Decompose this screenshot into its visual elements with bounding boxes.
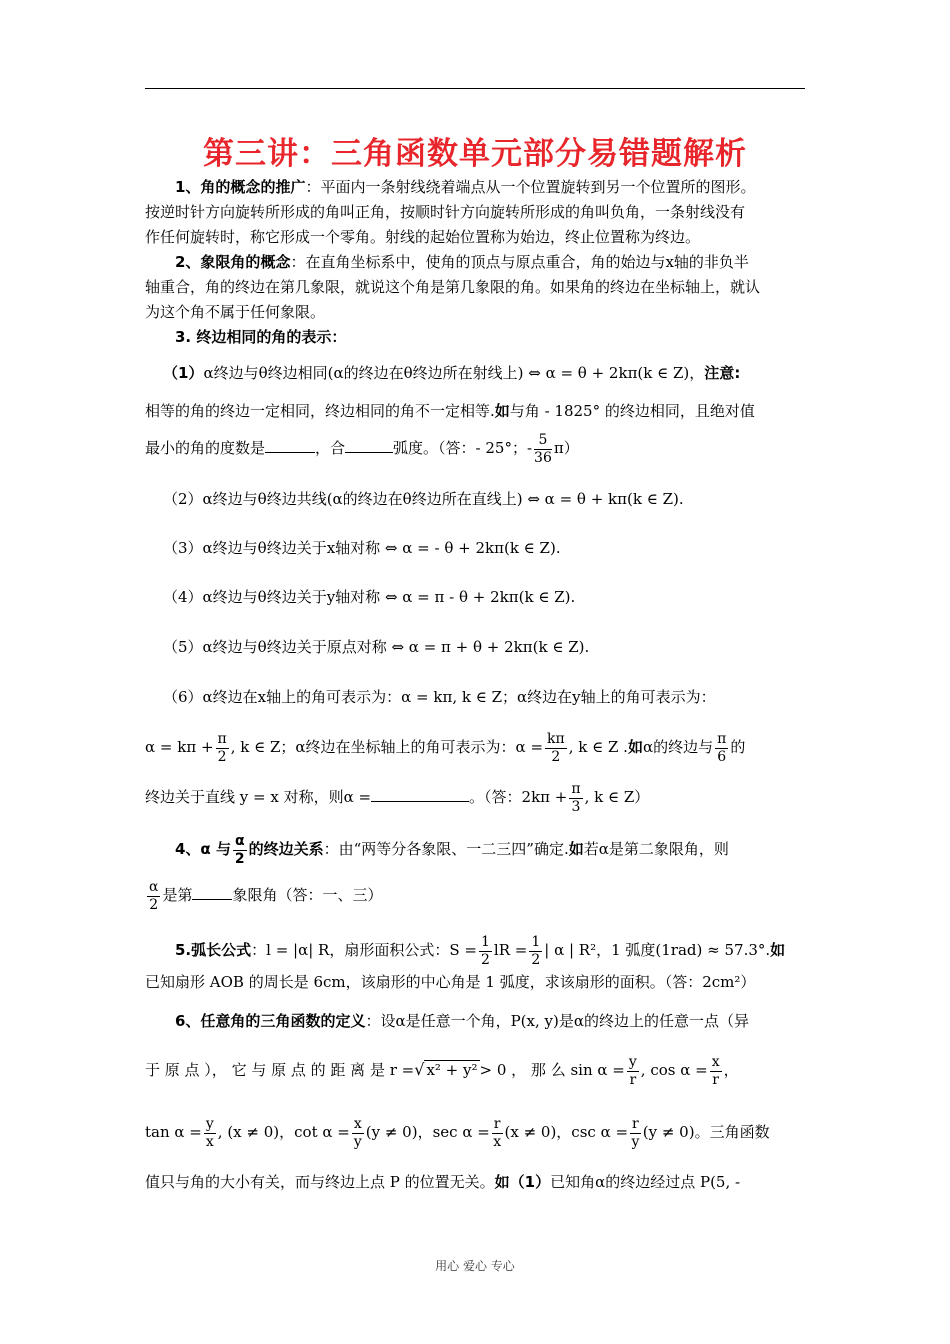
s6-text4b: 已知角α的终边经过点 P(5, - [550, 1173, 741, 1191]
s6-line2: 于 原 点 ）， 它 与 原 点 的 距 离 是 r =√ x² + y² > 0 ， 那 么 sin α = $\frac{y}{r}$ , cos α = $\frac{x}{r}$ ， [145, 1053, 739, 1088]
s1-line1 [145, 177, 807, 197]
s4-line1 [145, 829, 807, 869]
s5-line1 [145, 930, 807, 970]
s1-line3: 作任何旋转时，称它形成一个零角。射线的起始位置称为始边，终止位置称为终边。 [145, 228, 701, 246]
s3-p6b-text1: α = kπ + [145, 738, 214, 756]
s5-text2: lR = [493, 941, 528, 959]
s4-text1: ：由“两等分各象限、一二三四”确定. [323, 840, 569, 858]
s6-text2d: ， [723, 1061, 739, 1079]
s3-p6b-text5: 的 [730, 738, 746, 756]
answer-blank-degrees[interactable] [265, 452, 315, 453]
s3-p1-note: 注意 [704, 364, 735, 382]
s4-text2: 若α是第二象限角，则 [583, 840, 729, 858]
s3-p6b-ru: 如 [627, 738, 643, 756]
s1-label: 1、角的概念的推广 [175, 178, 306, 196]
s3-p1-colon: : [734, 364, 741, 382]
s4-text3: 是第 [162, 886, 193, 904]
s3-p1-text: α终边与θ终边相同(α的终边在θ终边所在射线上) ⇔ α = θ + 2kπ(k ∈ Z)， [203, 364, 705, 382]
s4-label2: 的终边关系 [248, 840, 324, 858]
s6-text4a: 值只与角的大小有关，而与终边上点 P 的位置无关。 [145, 1173, 495, 1191]
s4-ru: 如 [568, 840, 584, 858]
s3-p6b-text4: α的终边与 [642, 738, 714, 756]
s3-p3: （3）α终边与θ终边关于x轴对称 ⇔ α = - θ + 2kπ(k ∈ Z). [163, 539, 561, 557]
s4-text4: 象限角（答：一、三） [232, 886, 383, 904]
s3-p1b-ru: 如 [494, 402, 510, 420]
s5-text1: ：l = |α| R，扇形面积公式：S = [251, 941, 477, 959]
s5-ru: 如 [770, 941, 786, 959]
s3-p6b-text2: , k ∈ Z；α终边在坐标轴上的角可表示为：α = [230, 738, 544, 756]
fraction-1-2-b: $\frac{1}{2}$ [531, 933, 541, 968]
s3-p1b-text2: 与角 - 1825° 的终边相同，且绝对值 [509, 402, 755, 420]
s6-line4 [145, 1172, 807, 1192]
answer-blank-quadrant[interactable] [192, 899, 232, 900]
s6-text3d: (x ≠ 0)，csc α = [504, 1123, 629, 1141]
s6-ru: 如（1） [494, 1173, 551, 1191]
s2-line2: 轴重合，角的终边在第几象限，就说这个角是第几象限的角。如果角的终边在坐标轴上，就认 [145, 278, 761, 296]
fraction-5-36: $\frac{5}{36}$ [534, 431, 552, 466]
fraction-pi-3: $\frac{\pi}{3}$ [571, 780, 581, 815]
fraction-r-x: $\frac{r}{x}$ [493, 1115, 502, 1150]
fraction-1-2-a: $\frac{1}{2}$ [480, 933, 490, 968]
s3-p1b-text1: 相等的角的终边一定相同，终边相同的角不一定相等. [145, 402, 495, 420]
s3-p6c-text1: 终边关于直线 y = x 对称，则α = [145, 788, 372, 806]
s6-text3c: (y ≠ 0)，sec α = [365, 1123, 490, 1141]
s3-p1-label: （1） [163, 364, 204, 382]
fraction-pi-2: $\frac{\pi}{2}$ [217, 730, 227, 765]
s6-label: 6、任意角的三角函数的定义 [175, 1012, 366, 1030]
s3-p4: （4）α终边与θ终边关于y轴对称 ⇔ α = π - θ + 2kπ(k ∈ Z). [163, 588, 576, 606]
s4-line2 [145, 875, 807, 915]
fraction-y-x: $\frac{y}{x}$ [205, 1115, 214, 1150]
s2-label: 2、象限角的概念 [175, 253, 291, 271]
s5-line2: 已知扇形 AOB 的周长是 6cm，该扇形的中心角是 1 弧度，求该扇形的面积。（答：2cm²） [145, 973, 756, 991]
s6-text3e: (y ≠ 0)。三角函数 [642, 1123, 770, 1141]
s2-line3: 为这个角不属于任何象限。 [145, 303, 326, 321]
s5-label: 5.弧长公式 [175, 941, 252, 959]
fraction-pi-6: $\frac{\pi}{6}$ [717, 730, 727, 765]
s3-p1c-text4: π） [553, 439, 579, 457]
s3-p2: （2）α终边与θ终边共线(α的终边在θ终边所在直线上) ⇔ α = θ + kπ(k ∈ Z). [163, 490, 684, 508]
s3-p6c [145, 777, 807, 817]
s3-p1c-text3: 弧度。（答：- 25°；- [393, 439, 533, 457]
s6-text3a: tan α = [145, 1123, 202, 1141]
page-footer: 用心 爱心 专心 [435, 1259, 515, 1273]
s2-line1 [145, 252, 807, 272]
s3-p6c-text3: , k ∈ Z） [584, 788, 650, 806]
s3-p1c-text1: 最小的角的度数是 [145, 439, 266, 457]
s3-p6: （6）α终边在x轴上的角可表示为：α = kπ, k ∈ Z；α终边在y轴上的角可表示为： [163, 688, 716, 706]
s3-p5: （5）α终边与θ终边关于原点对称 ⇔ α = π + θ + 2kπ(k ∈ Z). [163, 638, 590, 656]
s3-p6c-text2: 。（答：2kπ + [469, 788, 568, 806]
s6-line3 [145, 1112, 807, 1152]
answer-blank-radians[interactable] [345, 452, 393, 453]
s3-p1c [145, 428, 807, 468]
fraction-kpi-2: $\frac{k\pi}{2}$ [547, 730, 565, 765]
s3-p6b [145, 727, 807, 767]
s2-text1: ：在直角坐标系中，使角的顶点与原点重合，角的始边与x轴的非负半 [290, 253, 749, 271]
fraction-alpha-2: $\frac{\alpha}{2}$ [234, 832, 245, 867]
s6-line1 [145, 1011, 807, 1031]
fraction-r-y: $\frac{r}{y}$ [631, 1115, 640, 1150]
header-rule [145, 88, 805, 89]
fraction-alpha-2-b: $\frac{\alpha}{2}$ [149, 878, 159, 913]
s6-text2a: 于 原 点 ）， 它 与 原 点 的 距 离 是 r = [145, 1061, 415, 1079]
s5-text3: | α | R²，1 弧度(1rad) ≈ 57.3°. [544, 941, 771, 959]
s6-text1: ：设α是任意一个角，P(x, y)是α的终边上的任意一点（异 [365, 1012, 749, 1030]
fraction-x-r: $\frac{x}{r}$ [711, 1053, 720, 1088]
page-title: 第三讲：三角函数单元部分易错题解析 [203, 136, 747, 172]
s3-heading: 3. 终边相同的角的表示： [175, 328, 347, 346]
s1-line2: 按逆时针方向旋转所形成的角叫正角，按顺时针方向旋转所形成的角叫负角，一条射线没有 [145, 203, 746, 221]
s3-p6b-text3: , k ∈ Z . [568, 738, 628, 756]
s1-text1: ：平面内一条射线绕着端点从一个位置旋转到另一个位置所的图形。 [305, 178, 756, 196]
s3-p1b [145, 401, 807, 421]
s3-p1c-text2: ，合 [315, 439, 346, 457]
fraction-x-y: $\frac{x}{y}$ [353, 1115, 362, 1150]
s3-p1 [145, 363, 825, 383]
fraction-y-r: $\frac{y}{r}$ [628, 1053, 637, 1088]
s6-text2b: > 0 ， 那 么 sin α = [479, 1061, 625, 1079]
s6-text2c: , cos α = [640, 1061, 708, 1079]
s4-label: 4、α 与 [175, 840, 231, 858]
answer-blank-alpha[interactable] [371, 801, 469, 802]
sqrt-expression: x² + y² [426, 1061, 478, 1079]
s6-text3b: , (x ≠ 0)，cot α = [217, 1123, 350, 1141]
